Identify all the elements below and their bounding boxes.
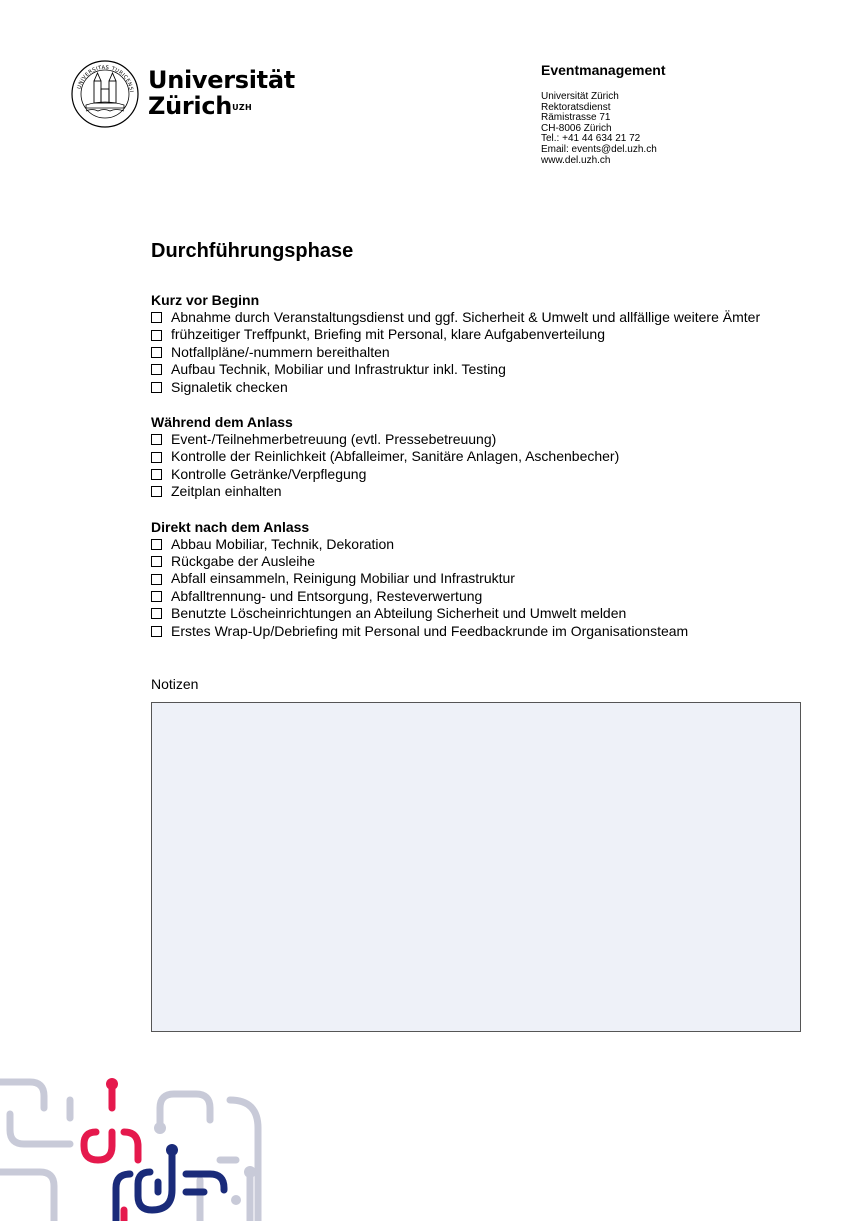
- checkbox[interactable]: [151, 556, 162, 567]
- checkbox[interactable]: [151, 539, 162, 550]
- checklist-item: [151, 536, 811, 553]
- decorative-line-graphic-icon: [0, 1060, 290, 1221]
- checkbox[interactable]: [151, 452, 162, 463]
- contact-block: [541, 62, 665, 166]
- notes-field[interactable]: [151, 702, 801, 1032]
- checkbox[interactable]: [151, 364, 162, 375]
- checklist-item-label: frühzeitiger Treffpunkt, Briefing mit Personal, klare Aufgabenverteilung: [171, 326, 605, 343]
- section-title: Kurz vor Beginn: [151, 292, 260, 308]
- checkbox[interactable]: [151, 591, 162, 602]
- checklist-item-label: Event-/Teilnehmerbetreuung (evtl. Pressebetreuung): [171, 431, 497, 448]
- checklist-item-label: Signaletik checken: [171, 378, 288, 395]
- checkbox[interactable]: [151, 608, 162, 619]
- checkbox[interactable]: [151, 574, 162, 585]
- contact-website[interactable]: www.del.uzh.ch: [541, 154, 611, 166]
- checklist-item-label: Erstes Wrap-Up/Debriefing mit Personal und Feedbackrunde im Organisationsteam: [171, 622, 689, 639]
- checklist-item-label: Rückgabe der Ausleihe: [171, 553, 315, 570]
- contact-phone: Tel.: +41 44 634 21 72: [541, 133, 641, 145]
- checklist-item: [151, 553, 811, 570]
- wordmark-line2: [148, 93, 295, 119]
- seal-text: UNIVERSITAS TURICENSI: [76, 64, 134, 93]
- checkbox[interactable]: [151, 312, 162, 323]
- checklist-item-label: Abbau Mobiliar, Technik, Dekoration: [171, 535, 395, 552]
- checklist-item-label: Kontrolle Getränke/Verpflegung: [171, 465, 367, 482]
- checklist-item-label: Abfall einsammeln, Reinigung Mobiliar und Infrastruktur: [171, 570, 515, 587]
- uzh-logo: [70, 59, 295, 129]
- contact-line: Universität Zürich: [541, 91, 619, 102]
- checklist-item-label: Abfalltrennung- und Entsorgung, Resteverwertung: [171, 587, 483, 604]
- contact-line: Rektoratsdienst: [541, 101, 611, 113]
- wordmark-line1: Universität: [148, 66, 295, 94]
- checklist-item: [151, 326, 811, 343]
- checklist-item-label: Zeitplan einhalten: [171, 483, 282, 500]
- section-title: Direkt nach dem Anlass: [151, 518, 310, 535]
- checklist-item-label: Benutzte Löscheinrichtungen an Abteilung Sicherheit und Umwelt melden: [171, 605, 627, 622]
- contact-email[interactable]: Email: events@del.uzh.ch: [541, 143, 657, 155]
- checklist-item: [151, 431, 811, 448]
- checkbox[interactable]: [151, 382, 162, 393]
- section-direkt-nach-dem-anlass: [151, 519, 811, 640]
- checklist-item-label: Aufbau Technik, Mobiliar und Infrastruktur inkl. Testing: [171, 361, 506, 378]
- contact-line: CH-8006 Zürich: [541, 122, 612, 134]
- checklist-item: [151, 623, 811, 640]
- checklist-item: [151, 448, 811, 465]
- checkbox[interactable]: [151, 469, 162, 480]
- section-waehrend-dem-anlass: [151, 414, 811, 501]
- section-kurz-vor-beginn: [151, 292, 811, 396]
- checklist-sections: [151, 292, 811, 658]
- university-seal-icon: [70, 59, 140, 129]
- checklist-item: [151, 466, 811, 483]
- notes-label: Notizen: [151, 676, 199, 692]
- checklist-item: [151, 483, 811, 500]
- checkbox[interactable]: [151, 486, 162, 497]
- checkbox[interactable]: [151, 434, 162, 445]
- checklist-item: [151, 361, 811, 378]
- contact-line: Rämistrasse 71: [541, 112, 611, 124]
- checklist-item: [151, 588, 811, 605]
- checklist-item-label: Kontrolle der Reinlichkeit (Abfalleimer, Sanitäre Anlagen, Aschenbecher): [171, 448, 620, 465]
- wordmark-zurich: Zürich: [148, 92, 233, 120]
- checkbox[interactable]: [151, 347, 162, 358]
- section-title: Während dem Anlass: [151, 414, 293, 431]
- checklist-item-label: Abnahme durch Veranstaltungsdienst und ggf. Sicherheit & Umwelt und allfällige weitere Ämter: [171, 309, 761, 325]
- uzh-wordmark: [148, 67, 295, 119]
- page-title: Durchführungsphase: [151, 240, 354, 262]
- checklist-item: [151, 344, 811, 361]
- checklist-item-label: Notfallpläne/-nummern bereithalten: [171, 343, 390, 360]
- checkbox[interactable]: [151, 626, 162, 637]
- wordmark-superscript: UZH: [232, 103, 252, 112]
- checklist-item: [151, 309, 811, 326]
- contact-title: Eventmanagement: [541, 62, 666, 78]
- checklist-item: [151, 379, 811, 396]
- checklist-item: [151, 570, 811, 587]
- checkbox[interactable]: [151, 330, 162, 341]
- checklist-item: [151, 605, 811, 622]
- svg-text:UNIVERSITAS TURICENSIS: [70, 59, 134, 93]
